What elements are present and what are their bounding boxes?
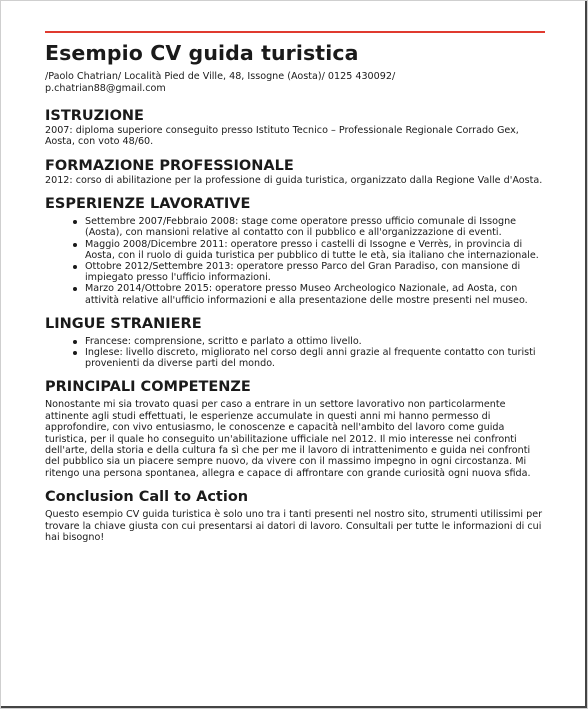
- list-item: Maggio 2008/Dicembre 2011: operatore presso i castelli di Issogne e Verrès, in provincia di Aosta, con il ruolo di guida turistica per pubblico di tutte le età, sia italiano che internazionale.: [85, 239, 545, 261]
- list-item: Ottobre 2012/Settembre 2013: operatore presso Parco del Gran Paradiso, con mansione di impiegato presso l'ufficio informazioni.: [85, 261, 545, 283]
- list-item: Inglese: livello discreto, migliorato nel corso degli anni grazie al frequente contatto con turisti provenienti da diverse parti del mondo.: [85, 347, 545, 369]
- section-istruzione: [45, 107, 545, 148]
- list-item: Francese: comprensione, scritto e parlato a ottimo livello.: [85, 336, 545, 347]
- cv-content: [45, 39, 545, 544]
- contact-email[interactable]: p.chatrian88@gmail.com: [45, 83, 166, 94]
- section-heading: LINGUE STRANIERE: [45, 315, 202, 332]
- section-text: 2007: diploma superiore conseguito presso Istituto Tecnico – Professionale Regionale Corrado Gex, Aosta, con voto 48/60.: [45, 125, 519, 148]
- contact-info: [45, 71, 545, 95]
- section-text: 2012: corso di abilitazione per la professione di guida turistica, organizzato dalla Regione Valle d'Aosta.: [45, 174, 543, 186]
- contact-address: /Paolo Chatrian/ Località Pied de Ville, 48, Issogne (Aosta)/ 0125 430092/: [45, 71, 396, 82]
- section-text: Nonostante mi sia trovato quasi per caso a entrare in un settore lavorativo non particolarmente attinente agli studi effettuati, le esperienze accumulate in questi anni mi hanno permesso di approfondire, con vivo entusiasmo, le conoscenze e capacità nell'ambito del lavoro come guida turistica, per il quale ho conseguito un'abilitazione ufficiale nel 2012. Il mio interesse nei confronti dell'arte, della storia e della cultura fa sì che per me il lavoro di intrattenimento e guida nei confronti del pubblico sia un piacere sempre nuovo, da vivere con il massimo impegno in ogni circostanza. Mi ritengo una persona spontanea, allegra e capace di affrontare con grande curiosità ogni nuova sfida.: [45, 399, 531, 479]
- section-competenze: [45, 378, 545, 479]
- section-esperienze: [45, 195, 545, 306]
- section-text: Questo esempio CV guida turistica è solo uno tra i tanti presenti nel nostro sito, strumenti utilissimi per trovare la chiave giusta con cui presentarsi ai datori di lavoro. Consultali per tutte le informazioni di cui hai bisogno!: [45, 509, 543, 544]
- section-heading: Conclusion Call to Action: [45, 489, 249, 506]
- cv-title: Esempio CV guida turistica: [45, 41, 359, 65]
- header-divider: [45, 31, 545, 33]
- section-heading: ISTRUZIONE: [45, 108, 144, 124]
- section-heading: FORMAZIONE PROFESSIONALE: [45, 157, 294, 174]
- language-list: [45, 336, 545, 370]
- list-item: Marzo 2014/Ottobre 2015: operatore presso Museo Archeologico Nazionale, ad Aosta, con attività relative all'ufficio informazioni e alla presentazione delle mostre presenti nel museo.: [85, 283, 545, 305]
- section-heading: PRINCIPALI COMPETENZE: [45, 379, 251, 396]
- section-formazione: [45, 157, 545, 186]
- section-conclusion: [45, 488, 545, 543]
- list-item: Settembre 2007/Febbraio 2008: stage come operatore presso ufficio comunale di Issogne (Aosta), con mansioni relative al contatto con il pubblico e all'organizzazione di eventi.: [85, 216, 545, 238]
- section-heading: ESPERIENZE LAVORATIVE: [45, 196, 251, 213]
- experience-list: [45, 216, 545, 306]
- section-lingue: [45, 315, 545, 370]
